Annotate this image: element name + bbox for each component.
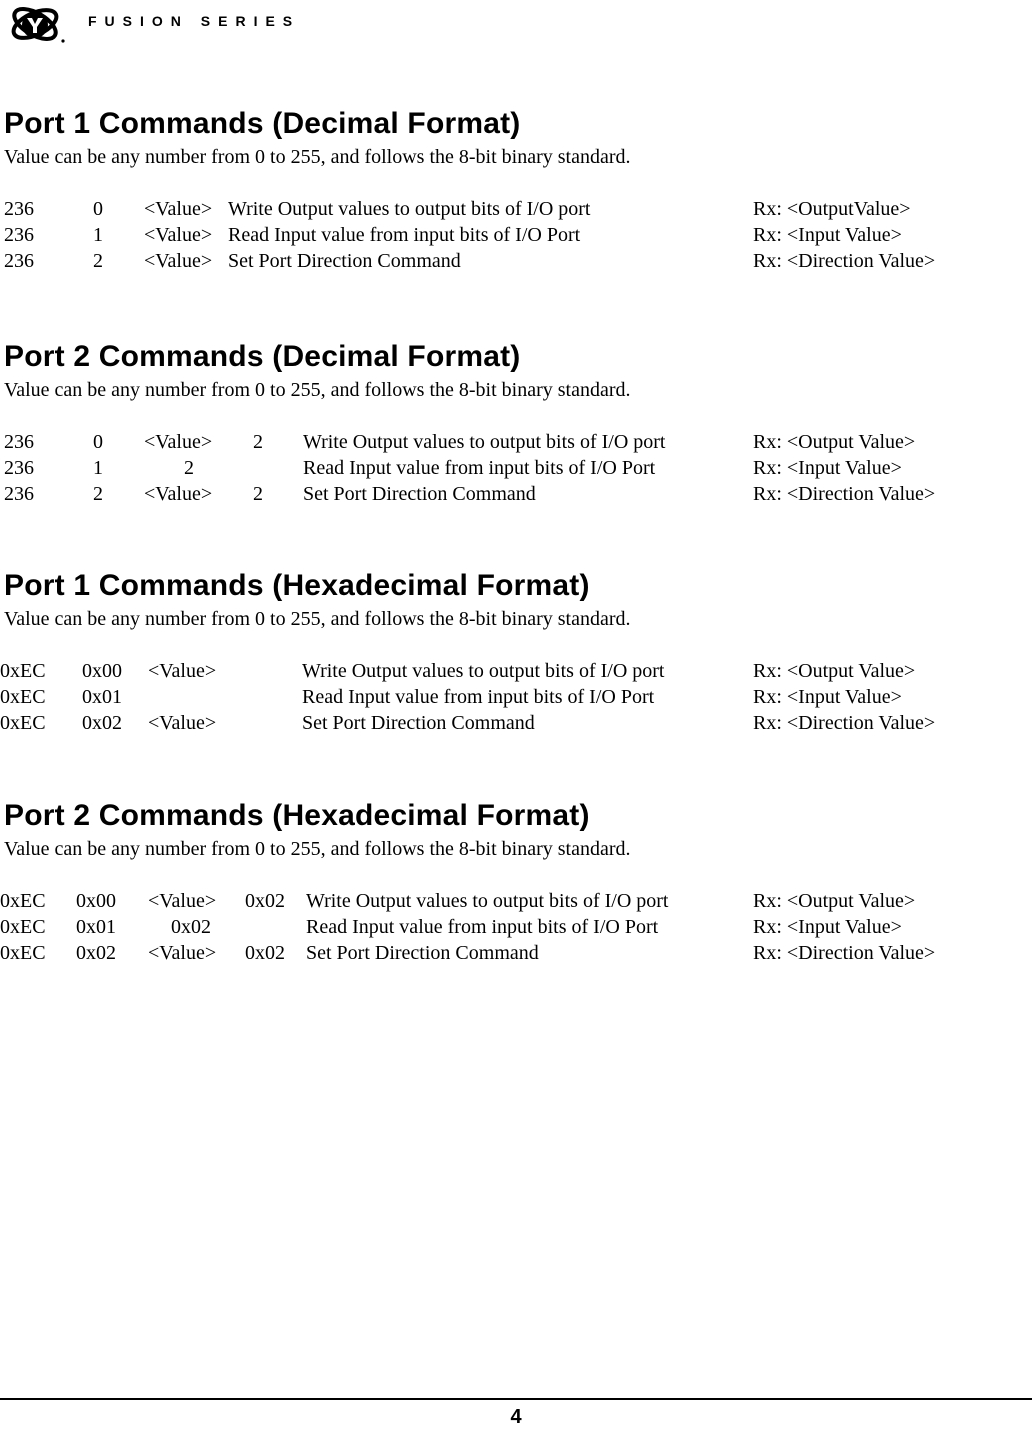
command-description: Read Input value from input bits of I/O Port — [228, 224, 581, 246]
command-byte: 0xEC — [0, 890, 46, 912]
port-command: 0x00 — [76, 890, 116, 912]
response: Rx: <Direction Value> — [753, 250, 936, 272]
command-byte: 0xEC — [0, 712, 46, 734]
section-description: Value can be any number from 0 to 255, and follows the 8-bit binary standard. — [4, 146, 631, 168]
command-byte: 0xEC — [0, 942, 46, 964]
command-byte: 236 — [4, 457, 34, 479]
command-byte: 236 — [4, 431, 34, 453]
response: Rx: <Output Value> — [753, 660, 916, 682]
section-description: Value can be any number from 0 to 255, and follows the 8-bit binary standard. — [4, 838, 631, 860]
response: Rx: <Output Value> — [753, 890, 916, 912]
command-description: Set Port Direction Command — [228, 250, 461, 272]
command-row — [0, 684, 1024, 710]
page-header — [10, 2, 330, 46]
brand-name: FUSION SERIES — [88, 13, 301, 29]
command-row — [4, 455, 1024, 481]
response: Rx: <Input Value> — [753, 457, 902, 479]
command-description: Set Port Direction Command — [302, 712, 535, 734]
response: Rx: <Output Value> — [753, 431, 916, 453]
port-command: 2 — [93, 483, 103, 505]
value-param: <Value> — [148, 660, 217, 682]
fusion-series-logo-icon — [10, 2, 68, 46]
response: Rx: <Input Value> — [753, 224, 902, 246]
value-param: <Value> — [144, 250, 213, 272]
section-port1-decimal — [4, 106, 1024, 274]
command-description: Set Port Direction Command — [306, 942, 539, 964]
command-list — [0, 658, 1024, 736]
command-byte: 0xEC — [0, 660, 46, 682]
command-description: Read Input value from input bits of I/O Port — [303, 457, 656, 479]
section-port2-hex — [0, 798, 1024, 966]
section-description: Value can be any number from 0 to 255, and follows the 8-bit binary standard. — [4, 379, 631, 401]
command-list — [4, 429, 1024, 507]
port-command: 0x01 — [82, 686, 122, 708]
response: Rx: <Input Value> — [753, 686, 902, 708]
port-number: 2 — [184, 457, 194, 479]
port-command: 0x02 — [76, 942, 116, 964]
port-command: 0x00 — [82, 660, 122, 682]
command-description: Write Output values to output bits of I/O port — [306, 890, 669, 912]
port-number: 0x02 — [171, 916, 211, 938]
command-row — [0, 658, 1024, 684]
command-list — [4, 196, 1024, 274]
port-command: 0 — [93, 198, 103, 220]
port-command: 0x01 — [76, 916, 116, 938]
response: Rx: <Direction Value> — [753, 712, 936, 734]
port-number: 0x02 — [245, 890, 285, 912]
command-row — [0, 710, 1024, 736]
command-byte: 236 — [4, 224, 34, 246]
command-row — [4, 248, 1024, 274]
section-description: Value can be any number from 0 to 255, and follows the 8-bit binary standard. — [4, 608, 631, 630]
command-row — [0, 914, 1024, 940]
port-number: 2 — [253, 431, 263, 453]
command-row — [4, 196, 1024, 222]
response: Rx: <Direction Value> — [753, 483, 936, 505]
command-byte: 0xEC — [0, 686, 46, 708]
section-title: Port 2 Commands (Decimal Format) — [4, 340, 521, 373]
section-title: Port 1 Commands (Hexadecimal Format) — [4, 569, 590, 602]
command-byte: 236 — [4, 198, 34, 220]
section-port1-hex — [0, 568, 1024, 736]
value-param: <Value> — [148, 712, 217, 734]
page-number: 4 — [510, 1406, 522, 1428]
command-row — [4, 429, 1024, 455]
command-description: Write Output values to output bits of I/O port — [303, 431, 666, 453]
command-description: Read Input value from input bits of I/O Port — [302, 686, 655, 708]
command-row — [0, 888, 1024, 914]
section-title: Port 2 Commands (Hexadecimal Format) — [4, 799, 590, 832]
command-description: Set Port Direction Command — [303, 483, 536, 505]
command-description: Write Output values to output bits of I/O port — [302, 660, 665, 682]
command-row — [4, 222, 1024, 248]
port-command: 0x02 — [82, 712, 122, 734]
port-command: 1 — [93, 224, 103, 246]
value-param: <Value> — [144, 224, 213, 246]
value-param: <Value> — [148, 942, 217, 964]
command-description: Read Input value from input bits of I/O Port — [306, 916, 659, 938]
value-param: <Value> — [144, 483, 213, 505]
command-list — [0, 888, 1024, 966]
section-title: Port 1 Commands (Decimal Format) — [4, 107, 521, 140]
command-byte: 236 — [4, 483, 34, 505]
value-param: <Value> — [144, 431, 213, 453]
port-command: 2 — [93, 250, 103, 272]
response: Rx: <OutputValue> — [753, 198, 911, 220]
command-byte: 236 — [4, 250, 34, 272]
port-number: 2 — [253, 483, 263, 505]
value-param: <Value> — [148, 890, 217, 912]
command-description: Write Output values to output bits of I/O port — [228, 198, 591, 220]
port-number: 0x02 — [245, 942, 285, 964]
section-port2-decimal — [4, 339, 1024, 507]
command-row — [4, 481, 1024, 507]
response: Rx: <Input Value> — [753, 916, 902, 938]
footer-divider — [0, 1398, 1032, 1400]
command-byte: 0xEC — [0, 916, 46, 938]
value-param: <Value> — [144, 198, 213, 220]
response: Rx: <Direction Value> — [753, 942, 936, 964]
port-command: 0 — [93, 431, 103, 453]
port-command: 1 — [93, 457, 103, 479]
command-row — [0, 940, 1024, 966]
